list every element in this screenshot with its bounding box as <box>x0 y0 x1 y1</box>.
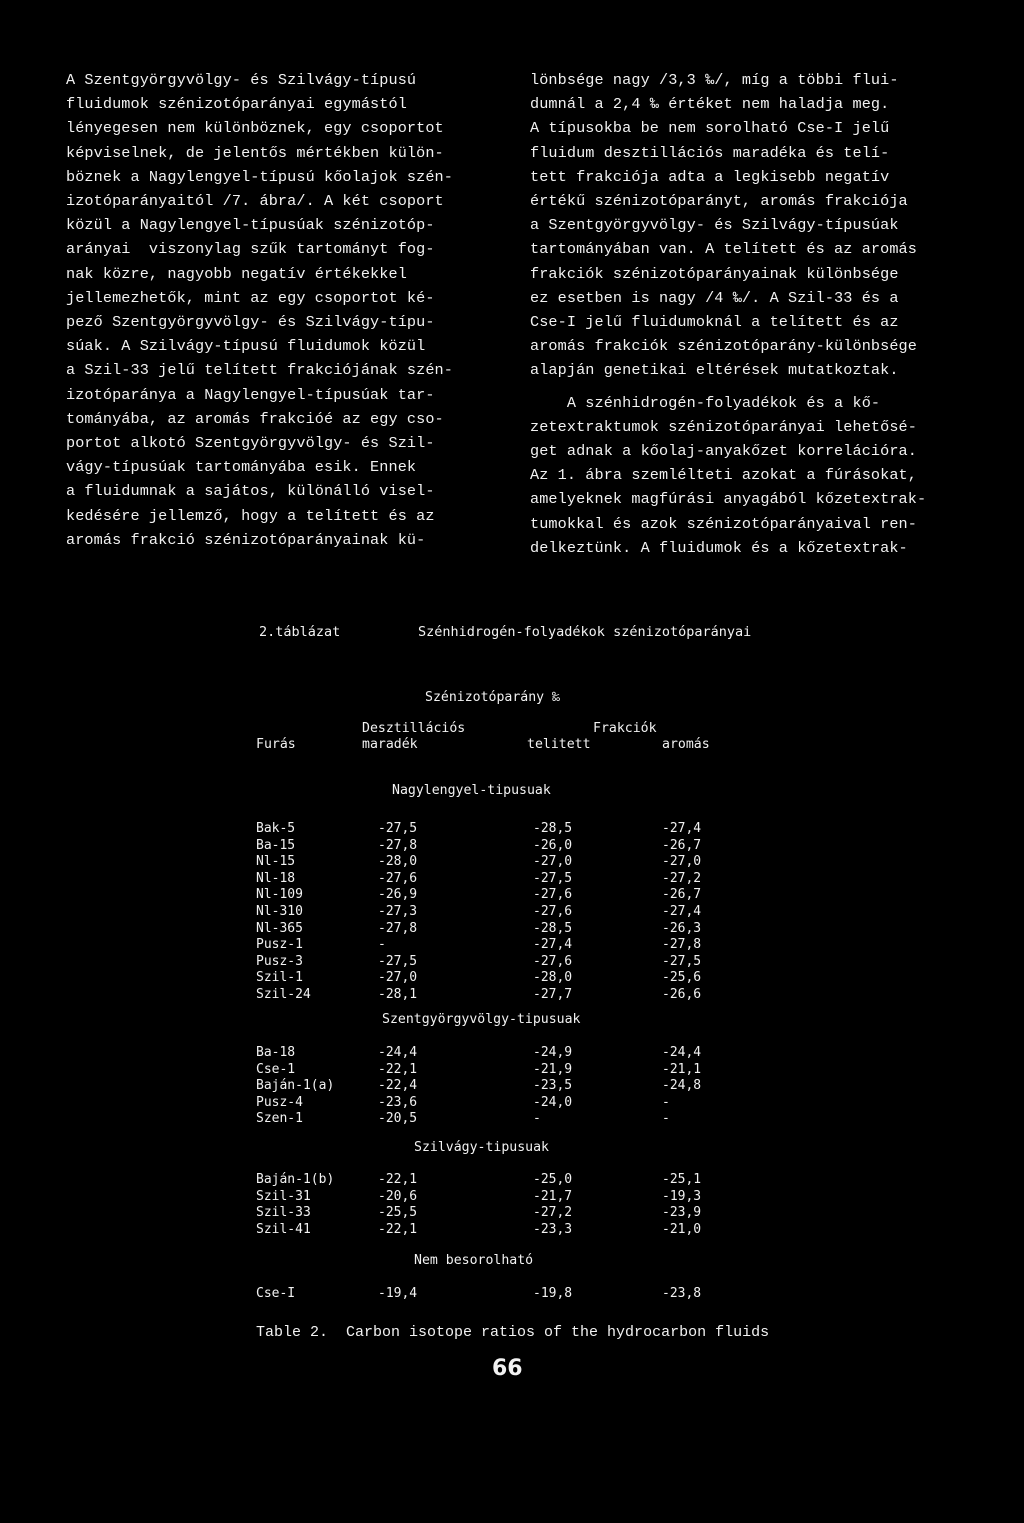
cell-well: Szil-31 <box>256 1188 311 1204</box>
cell-distill: -27,5 <box>378 953 418 969</box>
table-label: 2.táblázat <box>259 624 341 640</box>
cell-saturated: -27,6 <box>533 887 573 903</box>
text-line: Cse-I jelű fluidumoknál a telített és az <box>530 313 899 332</box>
cell-aromatic: -25,1 <box>662 1172 702 1187</box>
text-line: izotóparánya a Nagylengyel-típusúak tar- <box>66 385 435 404</box>
text-line: tumokkal és azok szénizotóparányaival ren- <box>530 514 917 533</box>
text-line: aromás frakció szénizotóparányainak kü- <box>66 530 426 549</box>
cell-distill: -22,1 <box>378 1172 418 1187</box>
group-heading: Nem besorolható <box>414 1253 534 1268</box>
cell-saturated: - <box>533 1111 541 1127</box>
cell-aromatic: -26,6 <box>662 987 702 1002</box>
cell-aromatic: -19,3 <box>662 1188 702 1204</box>
cell-saturated: -24,9 <box>533 1045 573 1060</box>
text-line: Az 1. ábra szemlélteti azokat a fúrásokat, <box>530 466 917 485</box>
header-aromas: aromás <box>662 737 710 752</box>
group-heading: Szentgyörgyvölgy-tipusuak <box>382 1012 581 1027</box>
table-super-header: Szénizotóparány ‰ <box>425 690 560 705</box>
header-furas: Furás <box>256 737 296 752</box>
cell-distill: -27,5 <box>378 821 418 836</box>
cell-distill: -27,0 <box>378 970 418 986</box>
text-line: alapján genetikai eltérések mutatkoztak. <box>530 361 899 380</box>
text-line: közül a Nagylengyel-típusúak szénizotóp- <box>66 216 435 235</box>
cell-well: Baján-1(a) <box>256 1078 335 1094</box>
cell-distill: -26,9 <box>378 887 418 903</box>
left-text-column <box>66 68 496 552</box>
header-distill-top: Desztillációs <box>362 721 466 736</box>
table-title: Szénhidrogén-folyadékok szénizotóparányai <box>418 624 752 640</box>
cell-well: Szil-24 <box>256 987 311 1002</box>
text-line: arányai viszonylag szűk tartományt fog- <box>66 240 435 259</box>
text-line: kedésére jellemző, hogy a telített és az <box>66 506 435 525</box>
cell-saturated: -21,7 <box>533 1188 573 1204</box>
text-line: tományába, az aromás frakcióé az egy cso- <box>66 409 444 428</box>
text-line: zetextraktumok szénizotóparányai lehetősé- <box>530 417 917 436</box>
cell-aromatic: -26,7 <box>662 887 702 903</box>
cell-distill: -27,8 <box>378 837 418 853</box>
cell-well: Cse-I <box>256 1286 296 1301</box>
cell-well: Szil-33 <box>256 1205 311 1221</box>
cell-aromatic: -27,2 <box>662 870 702 886</box>
cell-aromatic: -26,3 <box>662 920 702 936</box>
cell-saturated: -28,0 <box>533 970 573 986</box>
cell-saturated: -26,0 <box>533 837 573 853</box>
text-line: A típusokba be nem sorolható Cse-I jelű <box>530 119 890 138</box>
text-line: értékű szénizotóparányt, aromás frakciója <box>530 192 908 211</box>
cell-saturated: -28,5 <box>533 920 573 936</box>
cell-well: Nl-15 <box>256 854 296 870</box>
text-line: portot alkotó Szentgyörgyvölgy- és Szil- <box>66 434 435 453</box>
cell-saturated: -27,7 <box>533 987 573 1002</box>
text-line: fluidumok szénizotóparányai egymástól <box>66 95 407 114</box>
text-line: jellemezhetők, mint az egy csoportot ké- <box>66 288 435 307</box>
cell-saturated: -27,5 <box>533 870 573 886</box>
cell-aromatic: - <box>662 1111 670 1127</box>
cell-well: Nl-310 <box>256 904 303 919</box>
cell-saturated: -27,4 <box>533 937 573 953</box>
cell-well: Baján-1(b) <box>256 1172 335 1187</box>
text-line: amelyeknek magfúrási anyagából kőzetextrak- <box>530 490 927 509</box>
group-heading: Nagylengyel-tipusuak <box>392 783 551 798</box>
right-text-column <box>530 68 990 560</box>
text-line: képviselnek, de jelentős mértékben külön- <box>66 143 444 162</box>
cell-aromatic: -27,5 <box>662 953 702 969</box>
cell-well: Szil-41 <box>256 1221 311 1237</box>
cell-well: Pusz-4 <box>256 1094 303 1110</box>
cell-saturated: -25,0 <box>533 1172 573 1187</box>
header-telitett: telitett <box>527 737 591 752</box>
cell-well: Nl-18 <box>256 870 296 886</box>
cell-saturated: -23,3 <box>533 1221 573 1237</box>
cell-aromatic: -23,8 <box>662 1286 702 1301</box>
cell-saturated: -27,2 <box>533 1205 573 1221</box>
cell-well: Cse-1 <box>256 1061 296 1077</box>
cell-aromatic: -21,0 <box>662 1221 702 1237</box>
text-line: delkeztünk. A fluidumok és a kőzetextrak- <box>530 538 908 557</box>
text-line: frakciók szénizotóparányainak különbsége <box>530 264 899 283</box>
text-line: ez esetben is nagy /4 ‰/. A Szil-33 és a <box>530 288 899 307</box>
cell-aromatic: -27,0 <box>662 854 702 870</box>
cell-aromatic: -26,7 <box>662 837 702 853</box>
text-line: A szénhidrogén-folyadékok és a kő- <box>530 393 881 412</box>
cell-distill: -28,0 <box>378 854 418 870</box>
cell-well: Nl-365 <box>256 920 303 936</box>
cell-well: Bak-5 <box>256 821 296 836</box>
cell-well: Pusz-3 <box>256 953 303 969</box>
cell-distill: -22,1 <box>378 1221 418 1237</box>
cell-aromatic: -24,4 <box>662 1045 702 1060</box>
cell-saturated: -27,6 <box>533 904 573 919</box>
cell-saturated: -23,5 <box>533 1078 573 1094</box>
table-caption-english: Table 2. Carbon isotope ratios of the hydrocarbon fluids <box>256 1324 770 1341</box>
cell-distill: -24,4 <box>378 1045 418 1060</box>
cell-aromatic: -21,1 <box>662 1061 702 1077</box>
text-line: nak közre, nagyobb negatív értékekkel <box>66 264 407 283</box>
group-heading: Szilvágy-tipusuak <box>414 1140 549 1155</box>
cell-aromatic: -25,6 <box>662 970 702 986</box>
paragraph-gap <box>530 383 990 391</box>
cell-aromatic: -23,9 <box>662 1205 702 1221</box>
text-line: aromás frakciók szénizotóparány-különbsége <box>530 337 917 356</box>
cell-distill: -20,5 <box>378 1111 418 1127</box>
text-line: lényegesen nem különböznek, egy csoportot <box>66 119 444 138</box>
cell-distill: -27,3 <box>378 904 418 919</box>
cell-distill: -22,1 <box>378 1061 418 1077</box>
text-line: izotóparányaitól /7. ábra/. A két csoport <box>66 192 444 211</box>
cell-well: Nl-109 <box>256 887 303 903</box>
cell-aromatic: -27,4 <box>662 904 702 919</box>
cell-distill: - <box>378 937 386 953</box>
cell-saturated: -27,6 <box>533 953 573 969</box>
cell-aromatic: -24,8 <box>662 1078 702 1094</box>
cell-distill: -27,8 <box>378 920 418 936</box>
text-line: vágy-típusúak tartományába esik. Ennek <box>66 458 417 477</box>
cell-saturated: -21,9 <box>533 1061 573 1077</box>
text-line: a Szil-33 jelű telített frakciójának szén- <box>66 361 453 380</box>
text-line: tartományában van. A telített és az aromás <box>530 240 917 259</box>
text-line: böznek a Nagylengyel-típusú kőolajok szén- <box>66 167 453 186</box>
cell-distill: -23,6 <box>378 1094 418 1110</box>
cell-aromatic: -27,8 <box>662 937 702 953</box>
cell-well: Ba-15 <box>256 837 296 853</box>
cell-distill: -25,5 <box>378 1205 418 1221</box>
text-line: fluidum desztillációs maradéka és telí- <box>530 143 890 162</box>
text-line: súak. A Szilvágy-típusú fluidumok közül <box>66 337 426 356</box>
cell-aromatic: - <box>662 1094 670 1110</box>
cell-saturated: -24,0 <box>533 1094 573 1110</box>
cell-well: Szen-1 <box>256 1111 303 1127</box>
text-line: A Szentgyörgyvölgy- és Szilvágy-típusú <box>66 71 417 89</box>
cell-aromatic: -27,4 <box>662 821 702 836</box>
cell-distill: -27,6 <box>378 870 418 886</box>
cell-saturated: -27,0 <box>533 854 573 870</box>
cell-saturated: -19,8 <box>533 1286 573 1301</box>
text-line: dumnál a 2,4 ‰ értéket nem haladja meg. <box>530 95 890 114</box>
cell-distill: -20,6 <box>378 1188 418 1204</box>
text-line: a Szentgyörgyvölgy- és Szilvágy-típusúak <box>530 216 899 235</box>
text-line: lönbsége nagy /3,3 ‰/, míg a többi flui- <box>530 71 899 89</box>
text-line: get adnak a kőolaj-anyakőzet korrelációra. <box>530 442 917 461</box>
cell-distill: -22,4 <box>378 1078 418 1094</box>
cell-well: Ba-18 <box>256 1045 296 1060</box>
cell-well: Pusz-1 <box>256 937 303 953</box>
header-frakciok: Frakciók <box>593 721 657 736</box>
cell-saturated: -28,5 <box>533 821 573 836</box>
cell-distill: -28,1 <box>378 987 418 1002</box>
cell-well: Szil-1 <box>256 970 303 986</box>
text-line: tett frakciója adta a legkisebb negatív <box>530 167 890 186</box>
page-number: 66 <box>492 1356 523 1381</box>
text-line: pező Szentgyörgyvölgy- és Szilvágy-típu- <box>66 313 435 332</box>
header-distill-bottom: maradék <box>362 737 418 752</box>
text-line: a fluidumnak a sajátos, különálló visel- <box>66 482 435 501</box>
cell-distill: -19,4 <box>378 1286 418 1301</box>
